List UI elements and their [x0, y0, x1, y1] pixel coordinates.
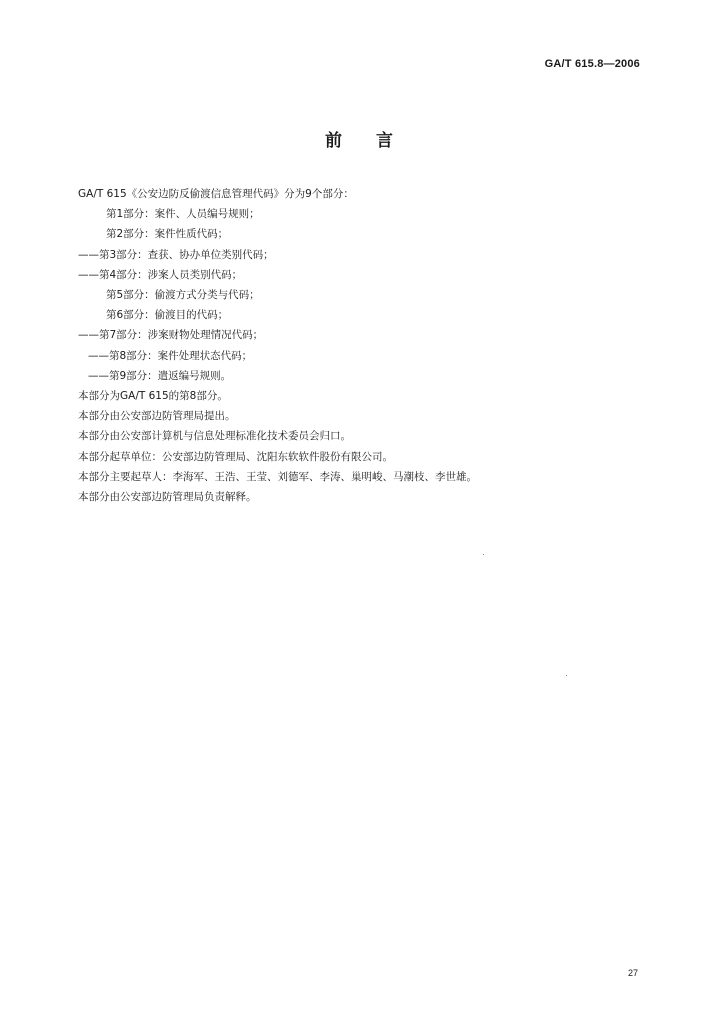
intro-line: GA/T 615《公安边防反偷渡信息管理代码》分为9个部分：: [78, 188, 354, 200]
paragraph: 本部分由公安部计算机与信息处理标准化技术委员会归口。: [78, 430, 351, 443]
scan-speck: [483, 554, 484, 555]
paragraph: 本部分起草单位：公安部边防管理局、沈阳东软软件股份有限公司。: [78, 450, 393, 463]
paragraph: 本部分主要起草人：李海军、王浩、王莹、刘德军、李涛、巢明峻、马潮枝、李世雄。: [78, 470, 477, 483]
document-body: [78, 184, 658, 507]
part-item: 第1部分：案件、人员编号规则；: [106, 208, 260, 221]
page-number: 27: [627, 968, 638, 978]
paragraph: 本部分由公安部边防管理局提出。: [78, 410, 236, 423]
part-item: 第5部分：偷渡方式分类与代码；: [106, 289, 260, 302]
page-title: 前言: [325, 131, 427, 151]
part-item: ——第3部分：查获、协办单位类别代码；: [78, 248, 274, 261]
part-item: 第2部分：案件性质代码；: [106, 228, 229, 241]
part-item: ——第9部分：遣返编号规则。: [88, 369, 232, 382]
paragraph: 本部分为GA/T 615的第8部分。: [78, 390, 228, 403]
part-item: 第6部分：偷渡目的代码；: [106, 309, 229, 322]
part-item: ——第8部分：案件处理状态代码；: [88, 349, 253, 362]
part-item: ——第4部分：涉案人员类别代码；: [78, 268, 243, 281]
paragraph: 本部分由公安部边防管理局负责解释。: [78, 491, 257, 504]
standard-code: GA/T 615.8—2006: [544, 58, 640, 70]
part-item: ——第7部分：涉案财物处理情况代码；: [78, 329, 264, 342]
scan-speck: [566, 675, 567, 676]
